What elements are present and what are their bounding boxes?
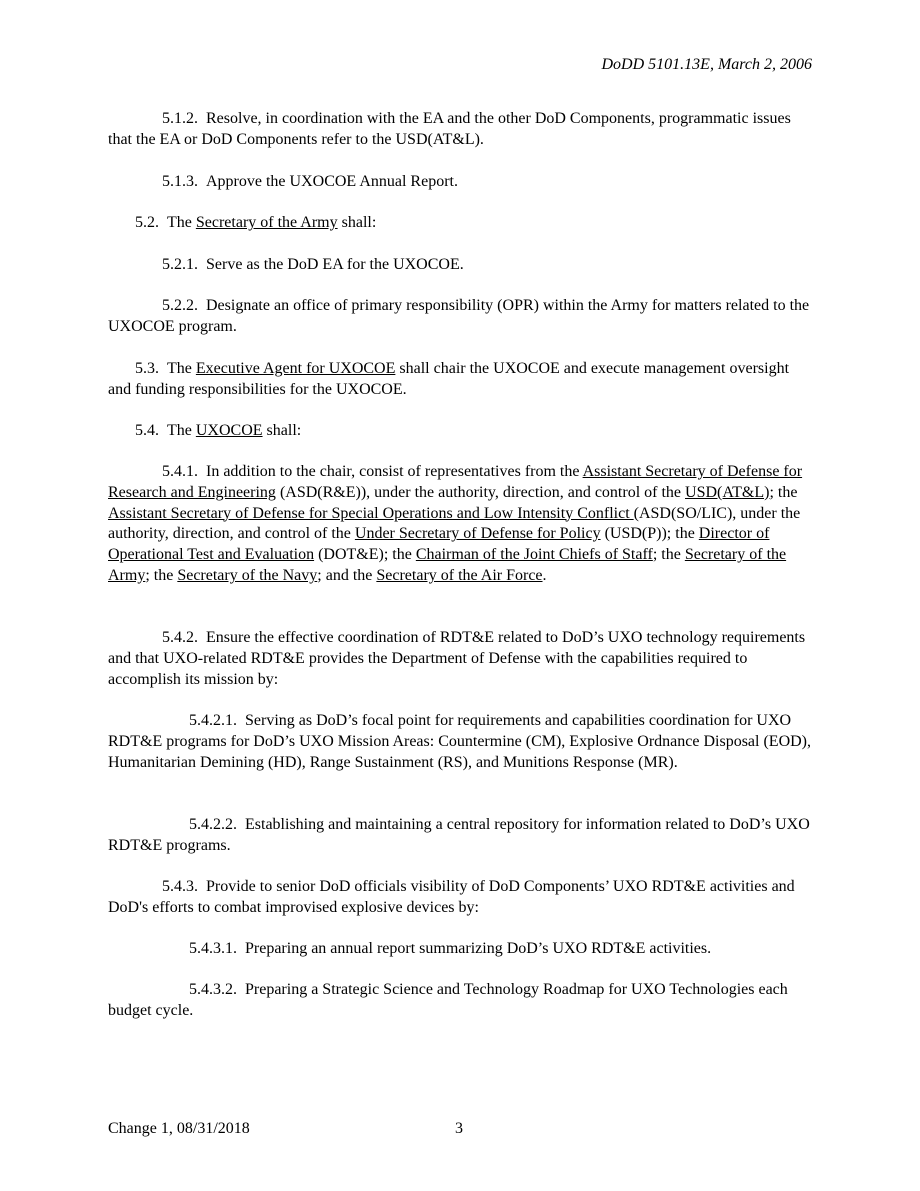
paragraph-5-3: 5.3. The Executive Agent for UXOCOE shall chair the UXOCOE and execute management oversight and funding responsibilities for the UXOCOE. xyxy=(108,360,790,398)
section-number: 5.4.2.1. xyxy=(189,712,237,729)
paragraph-5-4-2-1 xyxy=(108,711,813,773)
paragraph-text: Preparing an annual report summarizing DoD’s UXO RDT&E activities. xyxy=(245,940,712,957)
paragraph-5-1-2 xyxy=(108,109,813,151)
usd-atl-ref: USD(AT&L) xyxy=(685,483,770,501)
paragraph-text: Provide to senior DoD officials visibility of DoD Components’ UXO RDT&E activities and DoD's efforts to combat improvised explosive devices by: xyxy=(108,878,795,916)
executive-agent-ref: Executive Agent for UXOCOE xyxy=(195,360,396,377)
secretary-of-air-force-ref: Secretary of the Air Force xyxy=(376,566,543,584)
section-number: 5.2.1. xyxy=(162,256,198,273)
paragraph-5-4-3 xyxy=(108,877,813,919)
paragraph-5-4-2-2 xyxy=(108,815,813,857)
document-header: DoDD 5101.13E, March 2, 2006 xyxy=(601,56,812,73)
dote-ref: Director of Operational Test and Evaluation xyxy=(108,525,770,564)
paragraph-5-4-2 xyxy=(108,628,813,690)
section-number: 5.1.2. xyxy=(162,110,198,127)
asd-so-lic-ref: Assistant Secretary of Defense for Special Operations and Low Intensity Conflict xyxy=(108,504,634,522)
section-number: 5.4. xyxy=(135,422,159,439)
secretary-of-army-ref: Secretary of the Army xyxy=(108,546,787,584)
section-number: 5.4.2. xyxy=(162,629,198,646)
paragraph-text: Approve the UXOCOE Annual Report. xyxy=(206,173,458,190)
section-number: 5.4.3.2. xyxy=(189,981,237,998)
section-number: 5.1.3. xyxy=(162,173,198,190)
paragraph-5-4: 5.4. The UXOCOE shall: xyxy=(135,422,302,439)
paragraph-5-1-3 xyxy=(108,172,813,193)
page-number: 3 xyxy=(455,1120,463,1137)
section-number: 5.3. xyxy=(135,360,159,377)
paragraph-5-2-2 xyxy=(108,296,813,338)
paragraph-5-4-3-1 xyxy=(108,939,813,960)
asd-re-ref: Assistant Secretary of Defense for Research and Engineering xyxy=(108,463,803,501)
secretary-of-army-ref: Secretary of the Army xyxy=(195,214,338,231)
paragraph-text: Preparing a Strategic Science and Technology Roadmap for UXO Technologies each budget cycle. xyxy=(108,981,788,1019)
cjcs-ref: Chairman of the Joint Chiefs of Staff xyxy=(415,546,653,564)
paragraph-5-2: 5.2. The Secretary of the Army shall: xyxy=(135,214,377,231)
section-number: 5.4.3. xyxy=(162,878,198,895)
usd-policy-ref: Under Secretary of Defense for Policy xyxy=(354,525,601,543)
paragraph-5-2-1 xyxy=(108,255,813,276)
paragraph-text: Ensure the effective coordination of RDT&E related to DoD’s UXO technology requirements and that UXO-related RDT&E provides the Department of Defense with the capabilities required to accomplish its mission by: xyxy=(108,629,806,688)
section-number: 5.2. xyxy=(135,214,159,231)
secretary-of-navy-ref: Secretary of the Navy xyxy=(177,566,318,584)
paragraph-5-4-1: 5.4.1. In addition to the chair, consist of representatives from the Assistant Secretary of Defense for Research and Engineering (ASD(R&E)), under the authority, direction, and control of the USD(AT&L); the Assistant Secretary of Defense for Special Operations and Low Intensity Conflict (ASD(SO/LIC), under the authority, direction, and control of the Under Secretary of Defense for Policy (USD(P)); the Director of Operational Test and Evaluation (DOT&E); the Chairman of the Joint Chiefs of Staff; the Secretary of the Army; the Secretary of the Navy; and the Secretary of the Air Force. xyxy=(108,463,803,584)
paragraph-text: Establishing and maintaining a central repository for information related to DoD’s UXO RDT&E programs. xyxy=(108,816,810,854)
paragraph-5-4-3-2 xyxy=(108,980,813,1022)
paragraph-text: Resolve, in coordination with the EA and the other DoD Components, programmatic issues that the EA or DoD Components refer to the USD(AT&L). xyxy=(108,110,791,148)
section-number: 5.4.2.2. xyxy=(189,816,237,833)
paragraph-text: Serving as DoD’s focal point for requirements and capabilities coordination for UXO RDT&E programs for DoD’s UXO Mission Areas: Countermine (CM), Explosive Ordnance Disposal (EOD), Humanitarian Demining (HD), Range Sustainment (RS), and Munitions Response (MR). xyxy=(108,712,812,771)
section-number: 5.4.3.1. xyxy=(189,940,237,957)
change-notice: Change 1, 08/31/2018 xyxy=(108,1120,250,1137)
section-number: 5.4.1. xyxy=(162,463,198,480)
uxocoe-ref: UXOCOE xyxy=(195,422,263,439)
paragraph-text: Designate an office of primary responsibility (OPR) within the Army for matters related to the UXOCOE program. xyxy=(108,297,810,335)
paragraph-text: Serve as the DoD EA for the UXOCOE. xyxy=(206,256,464,273)
section-number: 5.2.2. xyxy=(162,297,198,314)
